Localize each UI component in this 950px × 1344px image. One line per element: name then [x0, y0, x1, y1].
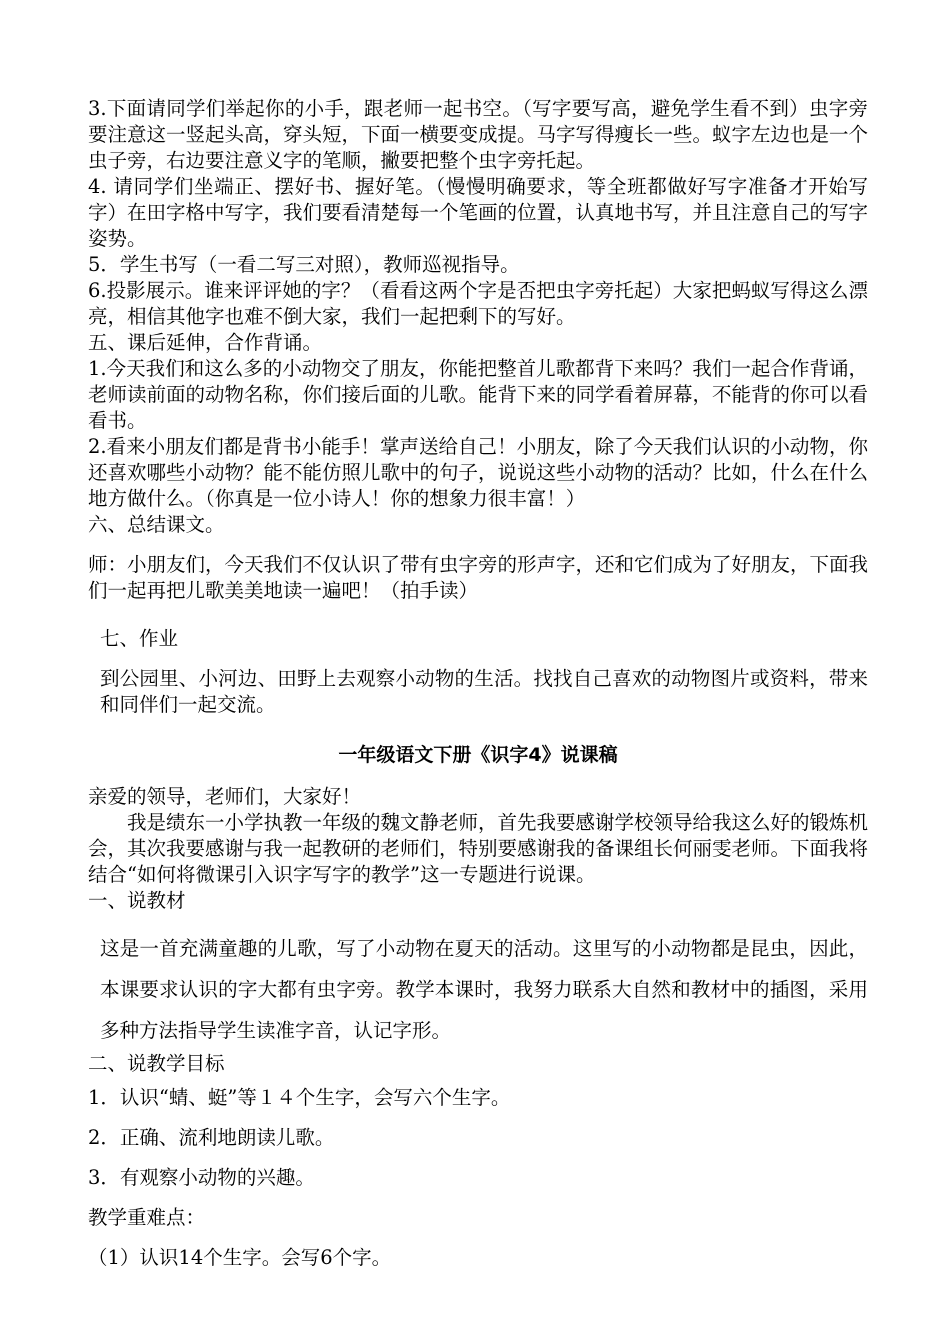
goal-1: 1．认识“蜻、蜓”等１４个生字，会写六个生字。 — [88, 1086, 511, 1109]
section-heading-7: 七、作业 — [100, 627, 179, 650]
goal-3: 3．有观察小动物的兴趣。 — [88, 1166, 315, 1189]
lesson-step-5: 5．学生书写（一看二写三对照），教师巡视指导。 — [88, 253, 520, 276]
section-5-item-1: 1.今天我们和这么多的小动物交了朋友，你能把整首儿歌都背下来吗？我们一起合作背诵，老师读前面的动物名称，你们接后面的儿歌。能背下来的同学看着屏幕，不能背的你可以看看书。 — [88, 357, 869, 432]
lesson-step-6: 6.投影展示。谁来评评她的字？（看看这两个字是否把虫字旁托起）大家把蚂蚁写得这么漂亮，相信其他字也难不倒大家，我们一起把剩下的写好。 — [88, 279, 868, 328]
heading-teaching-goals: 二、说教学目标 — [88, 1052, 225, 1075]
key-points-label: 教学重难点： — [88, 1206, 206, 1229]
material-paragraph: 这是一首充满童趣的儿歌，写了小动物在夏天的活动。这里写的小动物都是昆虫，因此，本课要求认识的字大都有虫字旁。教学本课时，我努力联系大自然和教材中的插图，采用多种方法指导学生读准字音，认记字形。 — [100, 937, 868, 1042]
lesson-step-4: 4. 请同学们坐端正、摆好书、握好笔。（慢慢明确要求，等全班都做好写字准备才开始写字）在田字格中写字，我们要看清楚每一个笔画的位置，认真地书写，并且注意自己的写字姿势。 — [88, 175, 869, 250]
goal-2: 2．正确、流利地朗读儿歌。 — [88, 1126, 335, 1149]
key-point-1: （1）认识14个生字。会写6个字。 — [88, 1246, 392, 1269]
section-5-item-2: 2.看来小朋友们都是背书小能手！掌声送给自己！小朋友，除了今天我们认识的小动物，你还喜欢哪些小动物？能不能仿照儿歌中的句子，说说这些小动物的活动？比如，什么在什么地方做什么。（你真是一位小诗人！你的想象力很丰富！） — [88, 435, 869, 510]
greeting: 亲爱的领导，老师们，大家好！ — [88, 785, 362, 808]
teacher-summary: 师：小朋友们，今天我们不仅认识了带有虫字旁的形声字，还和它们成为了好朋友，下面我们一起再把儿歌美美地读一遍吧！（拍手读） — [88, 553, 869, 602]
section-heading-6: 六、总结课文。 — [88, 513, 225, 536]
document-page — [88, 96, 868, 1271]
heading-teaching-material: 一、说教材 — [88, 889, 186, 912]
document-title: 一年级语文下册《识字4》说课稿 — [338, 744, 618, 766]
lesson-step-3: 3.下面请同学们举起你的小手，跟老师一起书空。（写字要写高，避免学生看不到）虫字旁要注意这一竖起头高，穿头短，下面一横要变成提。马字写得瘦长一些。蚁字左边也是一个虫子旁，右边要注意义字的笔顺，撇要把整个虫字旁托起。 — [88, 97, 869, 172]
intro-paragraph: 我是绩东一小学执教一年级的魏文静老师，首先我要感谢学校领导给我这么好的锻炼机会，其次我要感谢与我一起教研的老师们，特别要感谢我的备课组长何丽雯老师。下面我将结合“如何将微课引入识字写字的教学”这一专题进行说课。 — [88, 811, 869, 886]
homework-text: 到公园里、小河边、田野上去观察小动物的生活。找找自己喜欢的动物图片或资料，带来和同伴们一起交流。 — [100, 667, 868, 716]
section-heading-5: 五、课后延伸，合作背诵。 — [88, 331, 323, 354]
